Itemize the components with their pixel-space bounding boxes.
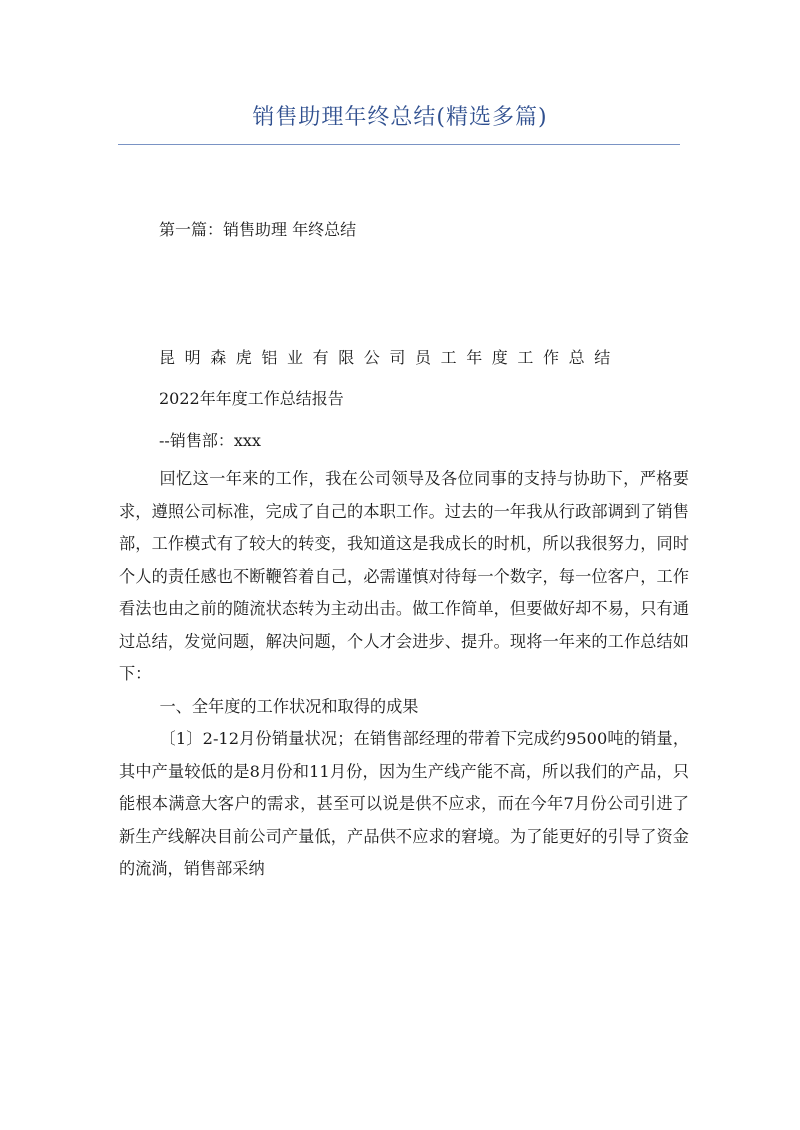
body-text bbox=[119, 463, 689, 886]
paragraph: 〔1〕2-12月份销量状况；在销售部经理的带着下完成约9500吨的销量，其中产量较低的是8月份和11月份，因为生产线产能不高，所以我们的产品，只能根本满意大客户的需求，甚至可以说是供不应求，而在今年7月份公司引进了新生产线解决目前公司产量低，产品供不应求的窘境。为了能更好的引导了资金的流淌，销售部采纳 bbox=[119, 729, 689, 878]
report-title-line: 2022年年度工作总结报告 bbox=[159, 389, 344, 408]
document-title: 销售助理年终总结(精选多篇) bbox=[252, 105, 548, 130]
title-underline bbox=[118, 144, 680, 145]
company-title-line: 昆明森虎铝业有限公司员工年度工作总结 bbox=[159, 348, 620, 367]
paragraph-subheading: 一、全年度的工作状况和取得的成果 bbox=[159, 696, 419, 716]
department-line: --销售部：xxx bbox=[159, 431, 261, 450]
paragraph: 回忆这一年来的工作，我在公司领导及各位同事的支持与协助下，严格要求，遵照公司标准，完成了自己的本职工作。过去的一年我从行政部调到了销售部，工作模式有了较大的转变，我知道这是我成长的时机，所以我很努力，同时个人的责任感也不断鞭笞着自己，必需谨慎对待每一个数字，每一位客户，工作看法也由之前的随流状态转为主动出击。做工作简单，但要做好却不易，只有通过总结，发觉问题，解决问题，个人才会进步、提升。现将一年来的工作总结如下： bbox=[119, 469, 689, 683]
section-heading: 第一篇：销售助理 年终总结 bbox=[159, 220, 357, 239]
